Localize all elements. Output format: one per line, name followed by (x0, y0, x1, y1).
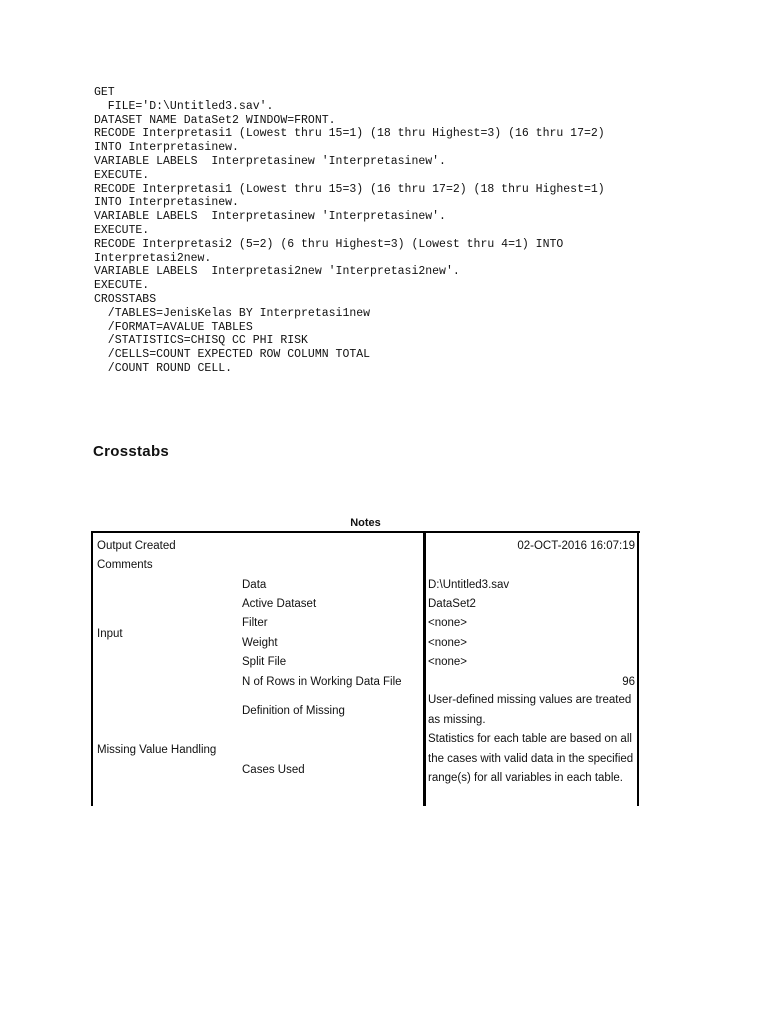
syntax-line: /COUNT ROUND CELL. (94, 361, 233, 375)
input-label-split-file: Split File (242, 656, 287, 668)
input-value-filter: <none> (428, 617, 468, 629)
missing-value-cases-used: Statistics for each table are based on all the cases with valid data in the specified range(s) for all variables in each table. (428, 733, 634, 784)
input-label-filter: Filter (242, 617, 268, 629)
notes-table-title: Notes (350, 517, 381, 529)
input-value-weight: <none> (428, 637, 468, 649)
syntax-line: /FORMAT=AVALUE TABLES (94, 320, 253, 334)
table-border-left (91, 531, 93, 806)
syntax-line: RECODE Interpretasi1 (Lowest thru 15=1) (18 thru Highest=3) (16 thru 17=2) (94, 127, 605, 141)
syntax-line: INTO Interpretasinew. (94, 196, 239, 210)
notes-table (91, 516, 640, 806)
syntax-line: VARIABLE LABELS Interpretasi2new 'Interpretasi2new'. (94, 265, 460, 279)
syntax-line: EXECUTE. (94, 279, 150, 293)
input-label-data: Data (242, 579, 267, 591)
row-label-output-created: Output Created (97, 540, 176, 552)
output-created-value: 02-OCT-2016 16:07:19 (517, 540, 635, 552)
syntax-line: Interpretasi2new. (94, 251, 212, 265)
syntax-line: GET (94, 86, 115, 99)
row-label-comments: Comments (97, 559, 153, 571)
syntax-line: VARIABLE LABELS Interpretasinew 'Interpretasinew'. (94, 154, 446, 168)
missing-value-definition: User-defined missing values are treated as missing. (428, 694, 632, 726)
syntax-line: CROSSTABS (94, 292, 157, 306)
input-value-data: D:\Untitled3.sav (428, 579, 510, 591)
row-label-input: Input (97, 628, 123, 640)
table-divider (423, 531, 426, 806)
syntax-line: FILE='D:\Untitled3.sav'. (94, 99, 274, 113)
syntax-line: EXECUTE. (94, 168, 150, 182)
section-heading: Crosstabs (93, 443, 170, 460)
syntax-line: DATASET NAME DataSet2 WINDOW=FRONT. (94, 113, 336, 127)
syntax-line: INTO Interpretasinew. (94, 141, 239, 155)
input-value-n-rows: 96 (622, 676, 635, 688)
syntax-line: EXECUTE. (94, 223, 150, 237)
syntax-line: /STATISTICS=CHISQ CC PHI RISK (94, 334, 308, 348)
input-label-weight: Weight (242, 637, 278, 649)
row-label-missing-value-handling: Missing Value Handling (97, 744, 217, 756)
input-label-active-dataset: Active Dataset (242, 598, 317, 610)
syntax-line: RECODE Interpretasi1 (Lowest thru 15=3) (16 thru 17=2) (18 thru Highest=1) (94, 182, 605, 196)
table-border-top (91, 531, 640, 533)
syntax-line: VARIABLE LABELS Interpretasinew 'Interpretasinew'. (94, 210, 446, 224)
table-border-right (637, 531, 639, 806)
missing-label-cases-used: Cases Used (242, 764, 305, 776)
input-value-split-file: <none> (428, 656, 468, 668)
input-value-active-dataset: DataSet2 (428, 598, 476, 610)
input-label-n-rows: N of Rows in Working Data File (242, 676, 402, 688)
syntax-line: /TABLES=JenisKelas BY Interpretasi1new (94, 306, 371, 320)
syntax-line: RECODE Interpretasi2 (5=2) (6 thru Highest=3) (Lowest thru 4=1) INTO (94, 237, 564, 251)
syntax-line: /CELLS=COUNT EXPECTED ROW COLUMN TOTAL (94, 348, 371, 362)
syntax-block (94, 86, 605, 376)
missing-label-definition: Definition of Missing (242, 705, 345, 717)
